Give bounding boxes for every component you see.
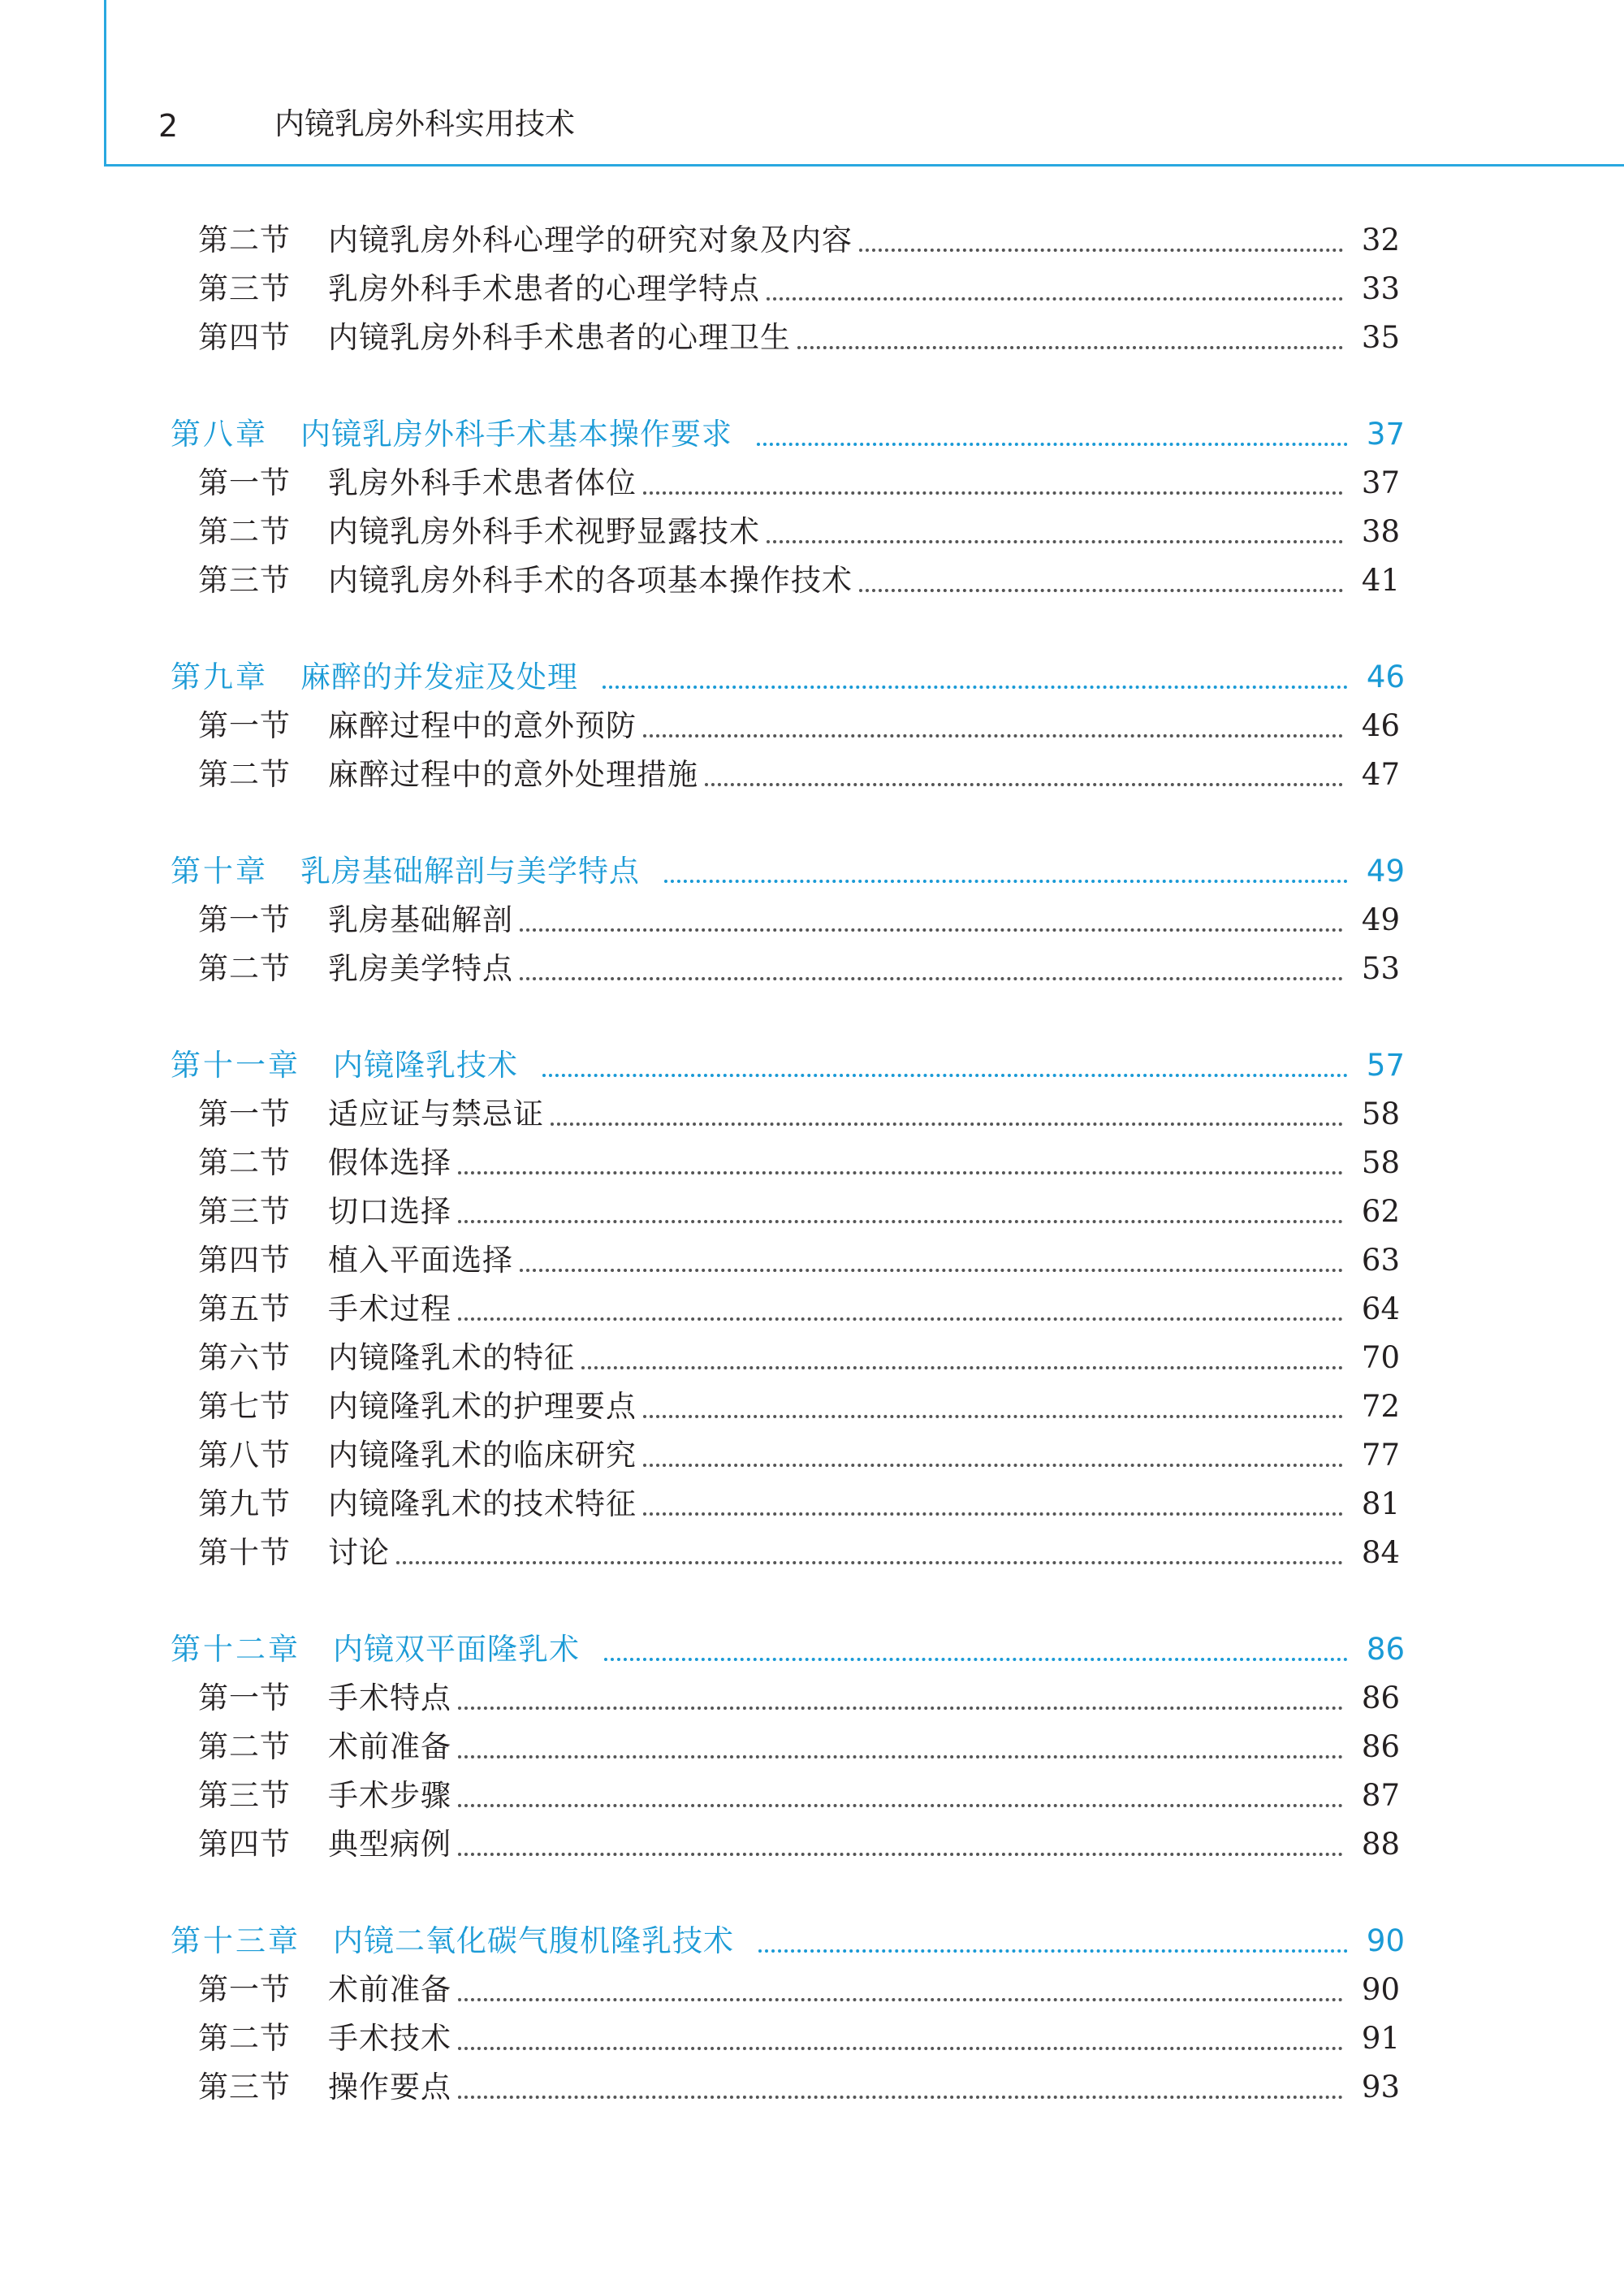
section-number: 第三节 [198,1194,291,1229]
section-title: 乳房外科手术患者体位 [328,465,637,500]
page-ref: 53 [1361,951,1400,986]
chapter-title: 内镜二氧化碳气腹机隆乳技术 [333,1923,734,1958]
section-title: 典型病例 [328,1827,451,1862]
page-ref: 38 [1361,514,1400,549]
page-ref: 87 [1361,1778,1400,1813]
toc-section-entry [198,898,1400,943]
toc-section-entry [198,1724,1400,1770]
toc-section-entry [198,1384,1400,1430]
section-title: 内镜隆乳术的护理要点 [328,1389,637,1424]
toc-section-entry [198,1676,1400,1721]
dot-leader [458,1755,1343,1758]
section-number: 第二节 [198,1729,291,1764]
page-ref: 47 [1361,757,1400,792]
dot-leader [664,880,1348,883]
toc-section-entry [198,752,1400,798]
chapter-number: 第十一章 [171,1048,300,1083]
toc-section-entry [198,461,1400,506]
toc-section-entry [198,1433,1400,1478]
section-title: 切口选择 [328,1194,451,1229]
toc-section-entry [198,1092,1400,1137]
section-number: 第一节 [198,1097,291,1131]
chapter-number: 第八章 [171,417,268,452]
dot-leader [643,491,1343,495]
dot-leader [643,1464,1343,1467]
chapter-number: 第十二章 [171,1632,300,1667]
chapter-number: 第十三章 [171,1923,300,1958]
toc-section-entry [198,1530,1400,1576]
section-number: 第四节 [198,320,291,355]
page-ref: 49 [1361,902,1400,937]
section-title: 手术特点 [328,1681,451,1715]
page-ref: 33 [1361,271,1400,306]
section-title: 内镜乳房外科手术视野显露技术 [328,514,760,549]
section-number: 第一节 [198,902,291,937]
section-number: 第二节 [198,757,291,792]
page-ref: 70 [1361,1340,1400,1375]
dot-leader [458,1853,1343,1856]
section-title: 假体选择 [328,1145,451,1180]
toc-section-entry [198,2065,1400,2110]
toc-section-entry [198,946,1400,992]
toc-section-entry [198,1287,1400,1332]
toc-section-entry [198,1967,1400,2013]
section-title: 讨论 [328,1535,390,1570]
section-title: 内镜乳房外科手术的各项基本操作技术 [328,563,853,598]
section-title: 内镜隆乳术的特征 [328,1340,575,1375]
section-number: 第二节 [198,514,291,549]
dot-leader [643,734,1343,738]
toc-section-entry [198,703,1400,749]
section-number: 第三节 [198,1778,291,1813]
dot-leader [859,249,1343,252]
toc-section-entry [198,1238,1400,1283]
toc-section-entry [198,1140,1400,1186]
dot-leader [458,1804,1343,1807]
dot-leader [797,346,1343,349]
dot-leader [458,2096,1343,2099]
section-number: 第五节 [198,1291,291,1326]
section-number: 第一节 [198,708,291,743]
dot-leader [542,1074,1348,1077]
section-number: 第九节 [198,1486,291,1521]
page-ref: 58 [1361,1097,1400,1131]
page-ref: 86 [1361,1729,1400,1764]
dot-leader [767,297,1343,301]
toc-section-entry [198,2016,1400,2061]
dot-leader [520,977,1343,980]
dot-leader [520,928,1343,932]
page-ref: 46 [1361,708,1400,743]
dot-leader [705,783,1343,786]
dot-leader [859,589,1343,592]
dot-leader [458,1707,1343,1710]
toc-section-entry [198,509,1400,555]
section-number: 第二节 [198,2021,291,2056]
chapter-title: 内镜隆乳技术 [333,1048,518,1083]
chapter-title: 乳房基础解剖与美学特点 [300,854,640,889]
section-title: 内镜隆乳术的临床研究 [328,1438,637,1473]
toc-chapter-entry [171,1918,1405,1964]
dot-leader [520,1269,1343,1272]
toc-chapter-entry [171,655,1405,700]
section-number: 第六节 [198,1340,291,1375]
section-title: 内镜隆乳术的技术特征 [328,1486,637,1521]
chapter-title: 麻醉的并发症及处理 [300,660,578,694]
running-title: 内镜乳房外科实用技术 [274,106,575,141]
section-number: 第二节 [198,223,291,257]
section-title: 内镜乳房外科手术患者的心理卫生 [328,320,791,355]
chapter-number: 第十章 [171,854,268,889]
dot-leader [458,1317,1343,1321]
section-title: 手术过程 [328,1291,451,1326]
section-title: 麻醉过程中的意外预防 [328,708,637,743]
chapter-number: 第九章 [171,660,268,694]
page-ref: 90 [1361,1972,1400,2007]
dot-leader [767,540,1343,543]
page-ref: 81 [1361,1486,1400,1521]
page-ref: 58 [1361,1145,1400,1180]
page-number: 2 [158,108,179,144]
toc-chapter-entry [171,849,1405,894]
page-ref: 72 [1361,1389,1400,1424]
section-title: 乳房美学特点 [328,951,513,986]
toc-section-entry [198,315,1400,361]
toc-section-entry [198,1335,1400,1381]
toc-chapter-entry [171,412,1405,457]
section-number: 第二节 [198,951,291,986]
dot-leader [551,1123,1343,1126]
toc-section-entry [198,558,1400,603]
dot-leader [757,443,1348,446]
page-ref: 41 [1361,563,1400,598]
dot-leader [458,1220,1343,1223]
page-ref: 37 [1361,465,1400,500]
section-title: 乳房外科手术患者的心理学特点 [328,271,760,306]
toc-section-entry [198,1822,1400,1867]
toc-section-entry [198,266,1400,312]
page-ref: 88 [1361,1827,1400,1862]
section-number: 第四节 [198,1243,291,1278]
page-ref: 64 [1361,1291,1400,1326]
page-ref: 62 [1361,1194,1400,1229]
page-ref: 77 [1361,1438,1400,1473]
section-number: 第一节 [198,465,291,500]
section-title: 操作要点 [328,2070,451,2104]
section-title: 术前准备 [328,1972,451,2007]
section-number: 第三节 [198,563,291,598]
toc-section-entry [198,1773,1400,1819]
dot-leader [643,1512,1343,1516]
page-ref: 63 [1361,1243,1400,1278]
page-ref: 57 [1366,1048,1405,1083]
toc-chapter-entry [171,1043,1405,1088]
dot-leader [581,1366,1343,1369]
chapter-title: 内镜双平面隆乳术 [333,1632,580,1667]
section-number: 第七节 [198,1389,291,1424]
section-title: 植入平面选择 [328,1243,513,1278]
page-ref: 91 [1361,2021,1400,2056]
section-number: 第一节 [198,1681,291,1715]
toc-section-entry [198,218,1400,263]
dot-leader [458,1171,1343,1174]
page-ref: 32 [1361,223,1400,257]
section-title: 适应证与禁忌证 [328,1097,544,1131]
dot-leader [604,1658,1348,1661]
section-title: 乳房基础解剖 [328,902,513,937]
section-title: 手术技术 [328,2021,451,2056]
section-number: 第八节 [198,1438,291,1473]
toc-section-entry [198,1189,1400,1235]
page-ref: 46 [1366,660,1405,694]
page-ref: 93 [1361,2070,1400,2104]
section-number: 第一节 [198,1972,291,2007]
section-title: 麻醉过程中的意外处理措施 [328,757,698,792]
page-ref: 49 [1366,854,1405,889]
page-ref: 90 [1366,1923,1405,1958]
dot-leader [458,2047,1343,2050]
section-number: 第十节 [198,1535,291,1570]
chapter-title: 内镜乳房外科手术基本操作要求 [300,417,732,452]
section-title: 术前准备 [328,1729,451,1764]
section-number: 第四节 [198,1827,291,1862]
toc-chapter-entry [171,1627,1405,1672]
dot-leader [396,1561,1343,1564]
section-number: 第二节 [198,1145,291,1180]
section-number: 第三节 [198,2070,291,2104]
page-ref: 86 [1366,1632,1405,1667]
section-number: 第三节 [198,271,291,306]
dot-leader [758,1949,1348,1953]
page-ref: 86 [1361,1681,1400,1715]
section-title: 内镜乳房外科心理学的研究对象及内容 [328,223,853,257]
dot-leader [458,1998,1343,2001]
toc-section-entry [198,1482,1400,1527]
dot-leader [643,1415,1343,1418]
page-ref: 35 [1361,320,1400,355]
page-ref: 84 [1361,1535,1400,1570]
page-ref: 37 [1366,417,1405,452]
section-title: 手术步骤 [328,1778,451,1813]
dot-leader [603,686,1348,689]
